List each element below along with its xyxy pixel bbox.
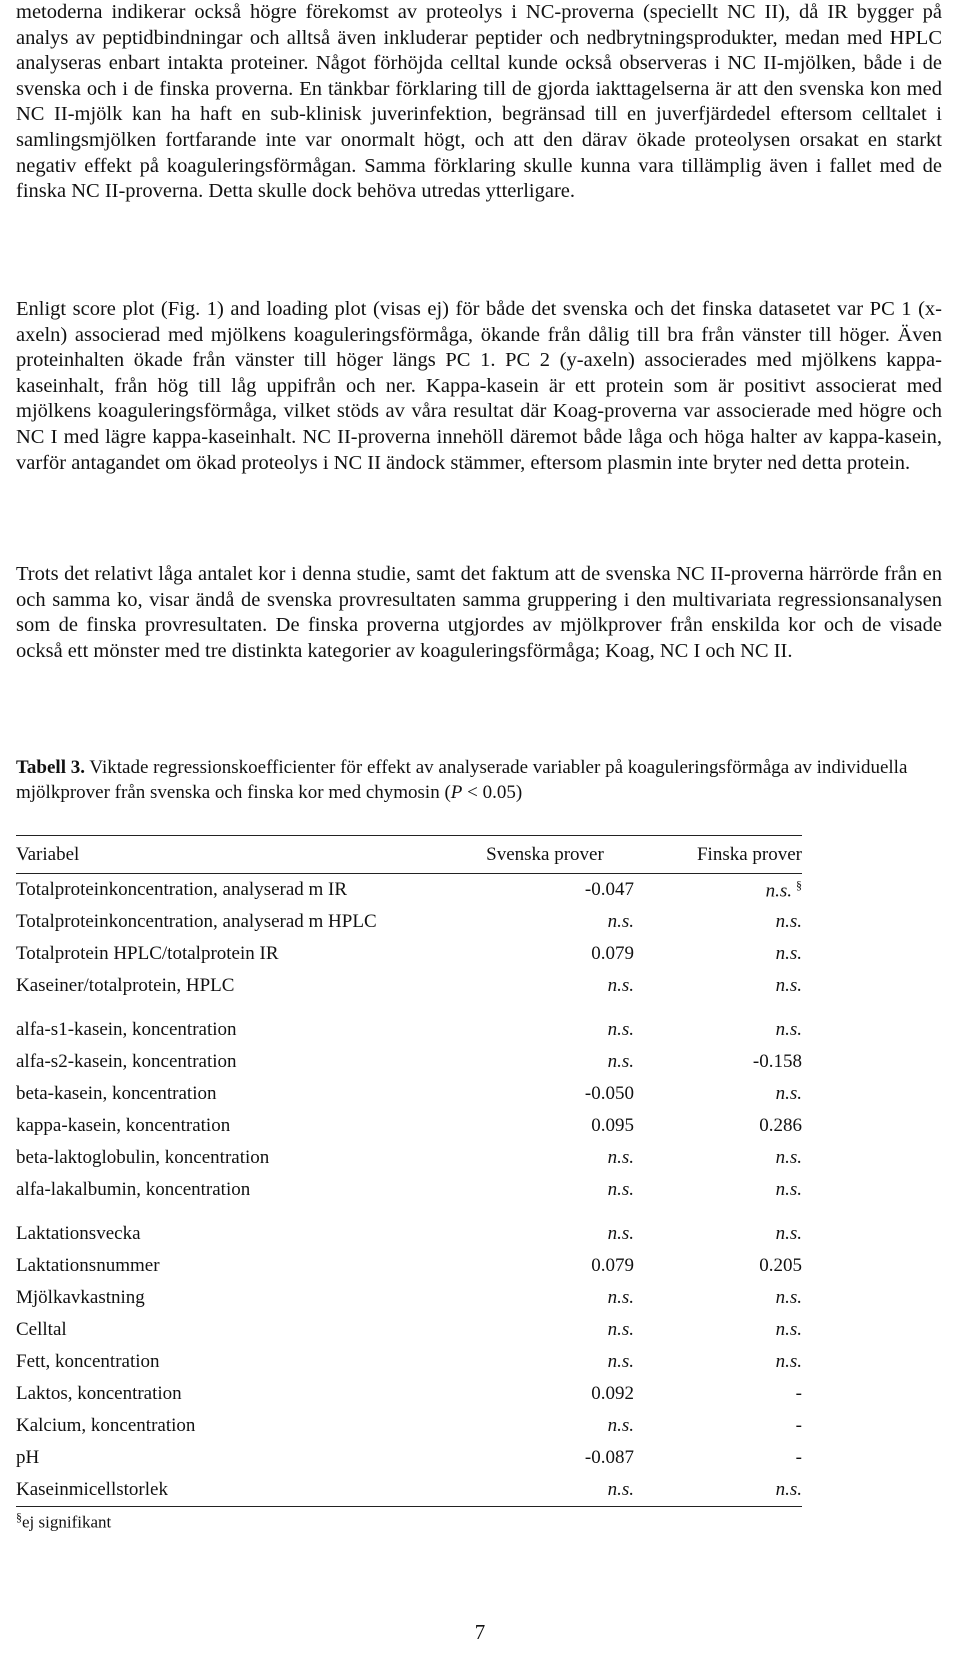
table-row	[16, 938, 802, 970]
table-row	[16, 1474, 802, 1507]
cell-finska-value: n.s.	[765, 880, 792, 902]
cell-variable-value: beta-laktoglobulin, koncentration	[16, 1147, 270, 1168]
cell-svenska-value: n.s.	[607, 1019, 634, 1040]
cell-variable	[16, 1142, 456, 1174]
table-row	[16, 1002, 802, 1046]
cell-variable-value: Totalproteinkoncentration, analyserad m IR	[16, 879, 348, 900]
cell-finska	[634, 906, 802, 938]
cell-variable-value: alfa-s2-kasein, koncentration	[16, 1051, 237, 1072]
cell-variable-value: kappa-kasein, koncentration	[16, 1115, 231, 1136]
cell-svenska	[456, 1110, 634, 1142]
cell-finska	[634, 938, 802, 970]
caption-text: Viktade regressionskoefficienter för effekt av analyserade variabler på koaguleringsförmåga av individuella mjölkprover från svenska och finska kor med chymosin (	[16, 757, 908, 803]
table-row	[16, 1314, 802, 1346]
body-paragraph: Trots det relativt låga antalet kor i denna studie, samt det faktum att de svenska NC II-proverna härrörde från en och samma ko, visar ändå de svenska provresultaten samma gruppering i den multivariata regressionsanalysen som de finska provresultaten. De finska proverna utgjordes av mjölkprover från enskilda kor och de visade också ett mönster med tre distinkta kategorier av koaguleringsförmåga; Koag, NC I och NC II.	[16, 563, 942, 662]
cell-svenska	[456, 1078, 634, 1110]
table-row	[16, 970, 802, 1002]
cell-svenska	[456, 938, 634, 970]
table-header-row	[16, 836, 802, 874]
cell-variable-value: Celltal	[16, 1319, 67, 1340]
cell-variable-value: Mjölkavkastning	[16, 1287, 145, 1308]
cell-variable	[16, 1250, 456, 1282]
table-row	[16, 1442, 802, 1474]
cell-finska-value: n.s.	[775, 1147, 802, 1168]
cell-finska	[634, 1474, 802, 1507]
table-caption	[16, 755, 942, 805]
cell-svenska-value: n.s.	[607, 1051, 634, 1072]
cell-svenska-value: -0.047	[584, 879, 634, 900]
cell-finska-value: -	[795, 1447, 802, 1468]
cell-svenska	[456, 1142, 634, 1174]
cell-finska	[634, 1142, 802, 1174]
cell-finska	[634, 1250, 802, 1282]
cell-variable-value: Laktationsvecka	[16, 1223, 141, 1244]
header-finska: Finska prover	[696, 843, 802, 865]
cell-svenska	[456, 906, 634, 938]
header-variabel: Variabel	[16, 843, 80, 865]
cell-svenska-value: n.s.	[607, 1479, 634, 1500]
cell-finska	[634, 1002, 802, 1046]
cell-finska	[634, 1378, 802, 1410]
cell-finska	[634, 1110, 802, 1142]
cell-finska-value: -	[795, 1415, 802, 1436]
cell-variable-value: Laktationsnummer	[16, 1255, 160, 1276]
cell-variable-value: Totalproteinkoncentration, analyserad m HPLC	[16, 911, 377, 932]
table-row	[16, 874, 802, 907]
cell-svenska-value: n.s.	[607, 1319, 634, 1340]
cell-svenska-value: n.s.	[607, 911, 634, 932]
cell-variable	[16, 1410, 456, 1442]
cell-variable	[16, 1078, 456, 1110]
cell-finska-value: n.s.	[775, 1351, 802, 1372]
cell-variable-value: Fett, koncentration	[16, 1351, 160, 1372]
cell-svenska-value: n.s.	[607, 1179, 634, 1200]
cell-svenska	[456, 1378, 634, 1410]
cell-svenska-value: 0.079	[591, 1255, 634, 1276]
cell-variable	[16, 1110, 456, 1142]
cell-finska-value: 0.205	[759, 1255, 802, 1276]
cell-variable	[16, 1378, 456, 1410]
cell-variable-value: alfa-s1-kasein, koncentration	[16, 1019, 237, 1040]
footnote-text: ej signifikant	[22, 1512, 112, 1532]
footnote-marker: §	[796, 877, 802, 892]
cell-finska	[634, 1282, 802, 1314]
cell-variable	[16, 1474, 456, 1507]
cell-variable-value: Kaseinmicellstorlek	[16, 1479, 168, 1500]
cell-variable-value: alfa-lakalbumin, koncentration	[16, 1179, 251, 1200]
cell-variable-value: Kalcium, koncentration	[16, 1415, 196, 1436]
cell-svenska	[456, 1250, 634, 1282]
cell-variable-value: Laktos, koncentration	[16, 1383, 182, 1404]
cell-variable-value: pH	[16, 1447, 40, 1468]
cell-svenska	[456, 1206, 634, 1250]
cell-svenska	[456, 1002, 634, 1046]
cell-variable	[16, 1174, 456, 1206]
table-row	[16, 1282, 802, 1314]
cell-finska-value: -0.158	[752, 1051, 802, 1072]
cell-finska-value: n.s.	[775, 1223, 802, 1244]
cell-finska-value: n.s.	[775, 1179, 802, 1200]
table-row	[16, 1410, 802, 1442]
cell-variable	[16, 1346, 456, 1378]
table-row	[16, 1174, 802, 1206]
cell-variable	[16, 906, 456, 938]
table-body	[16, 874, 802, 1507]
cell-svenska	[456, 874, 634, 907]
cell-svenska-value: 0.079	[591, 943, 634, 964]
cell-variable	[16, 1314, 456, 1346]
table-row	[16, 1206, 802, 1250]
header-svenska: Svenska prover	[486, 843, 604, 865]
cell-svenska-value: n.s.	[607, 975, 634, 996]
cell-variable	[16, 1002, 456, 1046]
cell-svenska	[456, 1282, 634, 1314]
cell-finska	[634, 1442, 802, 1474]
cell-finska	[634, 1206, 802, 1250]
caption-text-end: < 0.05)	[462, 782, 523, 803]
cell-svenska	[456, 970, 634, 1002]
cell-svenska	[456, 1346, 634, 1378]
cell-finska-value: n.s.	[775, 1083, 802, 1104]
cell-variable	[16, 938, 456, 970]
cell-finska	[634, 1174, 802, 1206]
cell-svenska-value: 0.095	[591, 1115, 634, 1136]
cell-svenska	[456, 1314, 634, 1346]
table-row	[16, 1346, 802, 1378]
cell-finska-value: 0.286	[759, 1115, 802, 1136]
cell-finska	[634, 1078, 802, 1110]
table-row	[16, 1110, 802, 1142]
page-number: 7	[474, 1620, 486, 1644]
regression-table	[16, 835, 802, 1507]
p-symbol: P	[450, 782, 463, 803]
cell-svenska-value: n.s.	[607, 1223, 634, 1244]
cell-svenska-value: 0.092	[591, 1383, 634, 1404]
cell-variable	[16, 970, 456, 1002]
cell-svenska	[456, 1442, 634, 1474]
cell-variable-value: beta-kasein, koncentration	[16, 1083, 217, 1104]
cell-finska	[634, 874, 802, 907]
footnote	[16, 1510, 111, 1533]
cell-finska	[634, 1314, 802, 1346]
cell-svenska	[456, 1474, 634, 1507]
table-row	[16, 1250, 802, 1282]
table-row	[16, 1078, 802, 1110]
cell-svenska-value: n.s.	[607, 1351, 634, 1372]
table-row	[16, 1142, 802, 1174]
cell-finska-value: n.s.	[775, 1479, 802, 1500]
cell-svenska-value: -0.087	[584, 1447, 634, 1468]
cell-svenska	[456, 1174, 634, 1206]
cell-finska-value: n.s.	[775, 1019, 802, 1040]
cell-finska-value: -	[795, 1383, 802, 1404]
cell-finska	[634, 1410, 802, 1442]
table-row	[16, 906, 802, 938]
footnote-symbol: §	[16, 1510, 22, 1524]
cell-variable-value: Kaseiner/totalprotein, HPLC	[16, 975, 235, 996]
cell-variable	[16, 874, 456, 907]
body-paragraph: metoderna indikerar också högre förekomst av proteolys i NC-proverna (speciellt NC II), då IR bygger på analys av peptidbindningar och alltså även inkluderar peptider och nedbrytningsprodukter, medan med HPLC analyseras enbart intakta proteiner. Något förhöjda celltal kunde också observeras i NC II-mjölken, både i de svenska och i de finska proverna. En tänkbar förklaring till de gjorda iakttagelserna är att den svenska kon med NC II-mjölk kan ha haft en sub-klinisk juverinfektion, begränsad till en juverfjärdedel eftersom celltalet i samlingsmjölken fortfarande inte var onormalt högt, och att den därav ökade proteolysen orsakat en starkt negativ effekt på koaguleringsförmågan. Samma förklaring skulle kunna vara tillämplig även i fallet med de finska NC II-proverna. Detta skulle dock behöva utredas ytterligare.	[16, 1, 942, 203]
cell-variable	[16, 1442, 456, 1474]
cell-svenska-value: n.s.	[607, 1415, 634, 1436]
cell-svenska	[456, 1046, 634, 1078]
cell-finska	[634, 970, 802, 1002]
cell-finska	[634, 1346, 802, 1378]
cell-variable	[16, 1046, 456, 1078]
cell-finska-value: n.s.	[775, 911, 802, 932]
cell-variable	[16, 1206, 456, 1250]
table-label: Tabell 3.	[16, 757, 85, 778]
cell-finska	[634, 1046, 802, 1078]
cell-finska-value: n.s.	[775, 975, 802, 996]
cell-variable-value: Totalprotein HPLC/totalprotein IR	[16, 943, 279, 964]
cell-svenska-value: n.s.	[607, 1287, 634, 1308]
cell-finska-value: n.s.	[775, 1287, 802, 1308]
cell-svenska-value: -0.050	[584, 1083, 634, 1104]
cell-finska-value: n.s.	[775, 1319, 802, 1340]
body-paragraph: Enligt score plot (Fig. 1) and loading plot (visas ej) för både det svenska och det finska datasetet var PC 1 (x-axeln) associerad med mjölkens koaguleringsförmåga, ökande från dålig till bra från vänster till höger. Även proteinhalten ökade från vänster till höger längs PC 1. PC 2 (y-axeln) associerades med mjölkens kappa-kaseinhalt, från hög till låg uppifrån och ner. Kappa-kasein är ett protein som är positivt associerat med mjölkens koaguleringsförmåga, vilket stöds av våra resultat där Koag-proverna var associerade med högre och NC I med lägre kappa-kaseinhalt. NC II-proverna innehöll däremot både låga och höga halter av kappa-kasein, varför antagandet om ökad proteolys i NC II ändock stämmer, eftersom plasmin inte bryter ned detta protein.	[16, 298, 942, 474]
table-row	[16, 1046, 802, 1078]
cell-finska-value: n.s.	[775, 943, 802, 964]
cell-svenska	[456, 1410, 634, 1442]
cell-variable	[16, 1282, 456, 1314]
table-row	[16, 1378, 802, 1410]
cell-svenska-value: n.s.	[607, 1147, 634, 1168]
